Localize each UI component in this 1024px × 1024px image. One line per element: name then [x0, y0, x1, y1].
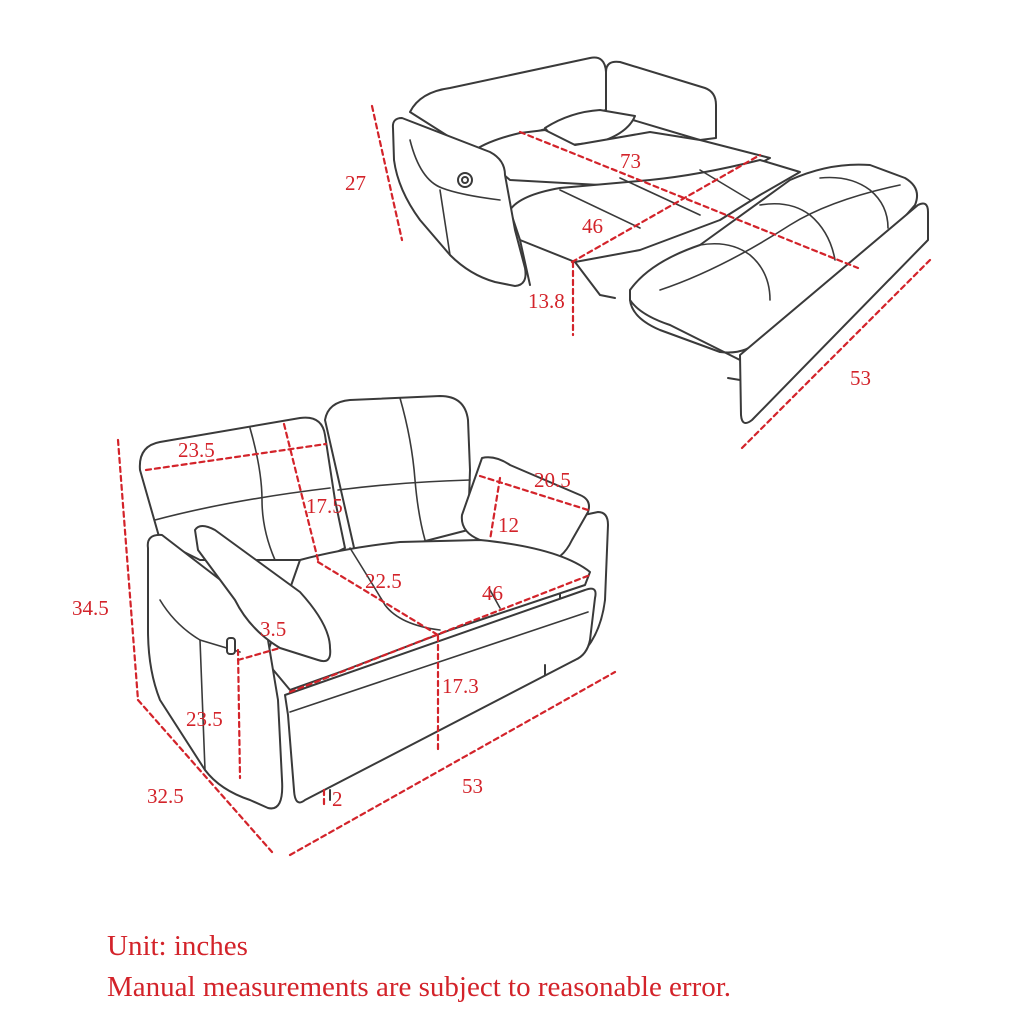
- sofa-overall-height-dim-line: [118, 440, 138, 700]
- sofa-pillow-height-label: 12: [498, 513, 519, 537]
- sofa-back-cushion-left: [140, 418, 345, 560]
- bed-outer-width-label: 53: [850, 366, 871, 390]
- sofa-folded-view: [72, 396, 615, 855]
- bed-mattress-width-label: 46: [582, 214, 603, 238]
- sofa-seat-depth-label: 22.5: [365, 569, 402, 593]
- sofa-leg-clearance-label: 2: [332, 787, 343, 811]
- bed-usb-port-icon: [458, 173, 472, 187]
- sofa-back-cushion-width-label: 23.5: [178, 438, 215, 462]
- sofa-arm-width-label: 3.5: [260, 617, 287, 641]
- unit-note: Unit: inches: [107, 930, 248, 962]
- sofa-usb-port-icon: [227, 638, 235, 654]
- sofa-back-cushion-right: [325, 396, 470, 552]
- sofa-pillow-width-label: 20.5: [534, 468, 571, 492]
- sofa-overall-width-label: 53: [462, 774, 483, 798]
- bed-height-label: 27: [345, 171, 366, 195]
- sofa-back-cushion-height-label: 17.5: [306, 494, 343, 518]
- bed-leg-height-label: 13.8: [528, 289, 565, 313]
- sofa-arm-height-label: 23.5: [186, 707, 223, 731]
- sofa-seat-width-label: 46: [482, 581, 503, 605]
- sofa-seat-height-label: 17.3: [442, 674, 479, 698]
- bed-length-label: 73: [620, 149, 641, 173]
- sofa-overall-height-label: 34.5: [72, 596, 109, 620]
- sofa-overall-depth-label: 32.5: [147, 784, 184, 808]
- sofa-bed-unfolded-view: [345, 58, 930, 448]
- measurement-error-note: Manual measurements are subject to reasonable error.: [107, 971, 732, 1003]
